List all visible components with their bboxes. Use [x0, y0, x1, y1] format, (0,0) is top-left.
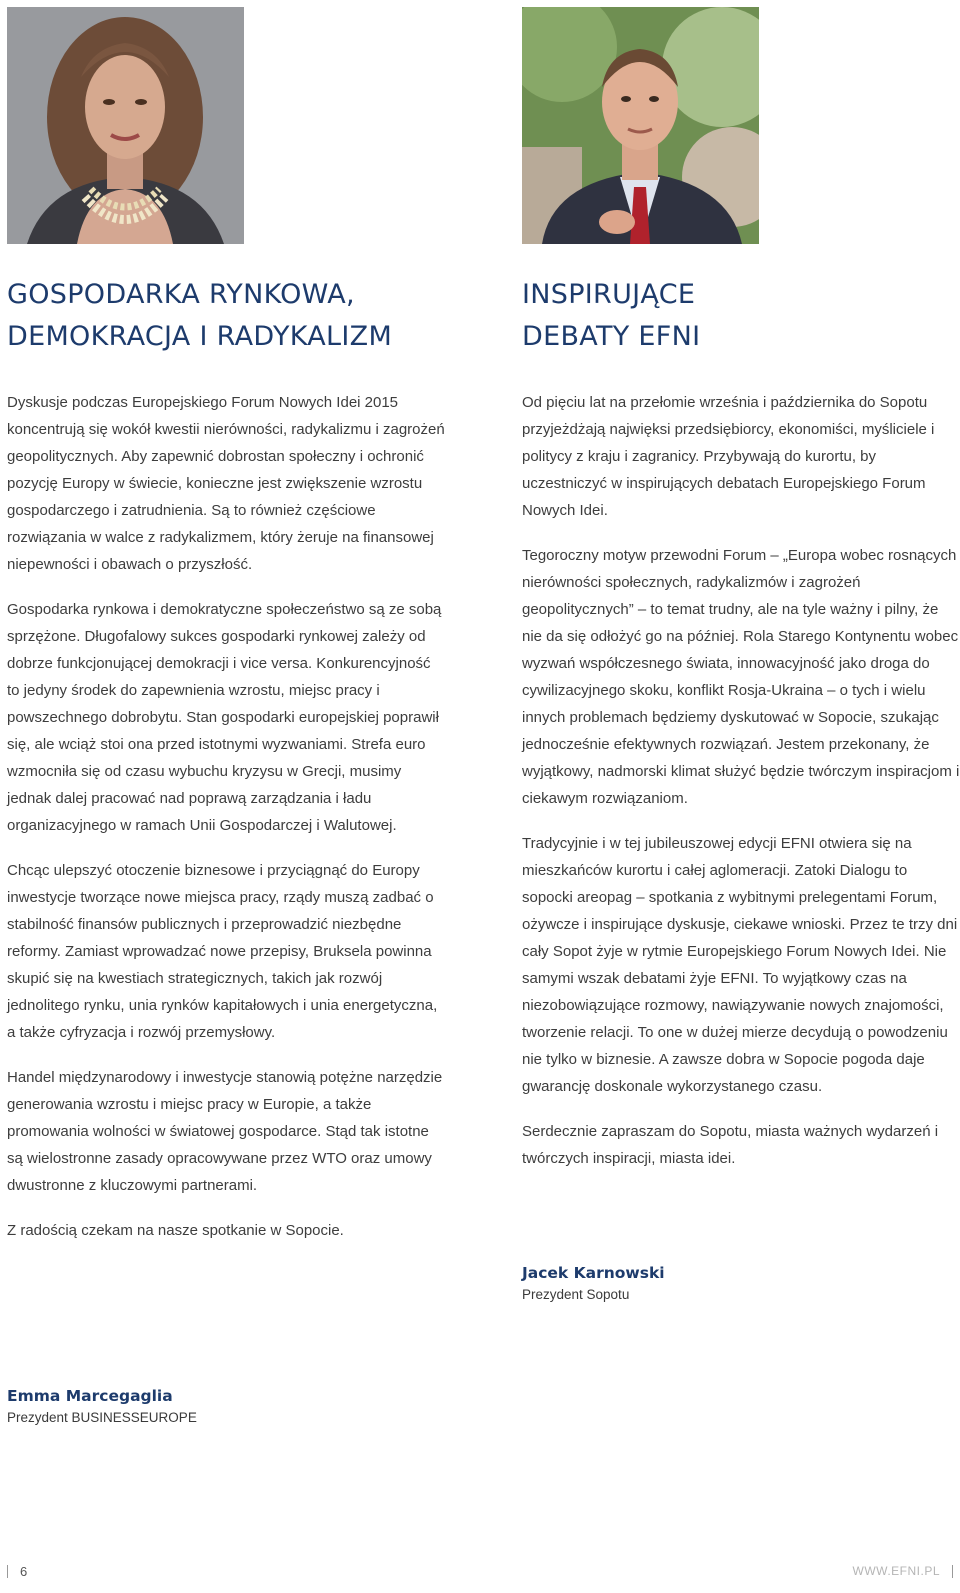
signature-name: Emma Marcegaglia [7, 1387, 173, 1405]
left-signature [7, 1385, 197, 1429]
divider [7, 1565, 8, 1578]
right-paragraph: Tegoroczny motyw przewodni Forum – „Europa wobec rosnących nierówności społecznych, radykalizmów i zagrożeń geopolitycznych” – to temat trudny, ale na tyle ważny i pilny, że nie da się odłożyć go na później. Rola Starego Kontynentu wobec wyzwań współczesnego świata, innowacyjność jako droga do cywilizacyjnego skoku, konflikt Rosja-Ukraina – o tych i wielu innych problemach będziemy dyskutować w Sopocie, szukając jednocześnie efektywnych rozwiązań. Jestem przekonany, że wyjątkowy, nadmorski klimat służyć będzie twórczym inspiracjom i ciekawym rozwiązaniom. [522, 547, 960, 807]
left-body [7, 389, 447, 1262]
left-heading-line-2: DEMOKRACJA I RADYKALIZM [7, 321, 393, 352]
left-paragraph: Dyskusje podczas Europejskiego Forum Nowych Idei 2015 koncentrują się wokół kwestii nierówności, radykalizmu i zagrożeń geopolitycznych. Aby zapewnić dobrostan społeczny i ochronić pozycję Europy w świecie, konieczne jest zwiększenie wzrostu gospodarczego i zatrudnienia. Są to również częściowe rozwiązania w walce z radykalizmem, który żeruje na finansowej niepewności i obawach o przyszłość. [7, 394, 445, 573]
right-paragraph: Od pięciu lat na przełomie września i października do Sopotu przyjeżdżają najwięksi przedsiębiorcy, ekonomiści, myśliciele i politycy z kraju i zagranicy. Przybywają do kurortu, by uczestniczyć w inspirujących debatach Europejskiego Forum Nowych Idei. [522, 394, 935, 519]
divider [952, 1565, 953, 1578]
left-heading [7, 274, 392, 358]
right-heading-line-2: DEBATY EFNI [522, 321, 701, 352]
page-footer-left [7, 1564, 27, 1579]
portrait-photo-left [7, 7, 244, 244]
left-paragraph: Handel międzynarodowy i inwestycje stanowią potężne narzędzie generowania wzrostu i miejsc pracy w Europie, a także promowania wolności w światowej gospodarce. Stąd tak istotne są wielostronne zasady opracowywane przez WTO oraz umowy dwustronne z kluczowymi partnerami. [7, 1069, 443, 1194]
left-heading-line-1: GOSPODARKA RYNKOWA, [7, 279, 355, 310]
portrait-photo-right [522, 7, 759, 244]
left-paragraph: Z radością czekam na nasze spotkanie w Sopocie. [7, 1222, 344, 1239]
right-signature [522, 1262, 665, 1306]
page-number: 6 [20, 1564, 28, 1579]
left-paragraph: Chcąc ulepszyć otoczenie biznesowe i przyciągnąć do Europy inwestycje tworzące nowe miejsca pracy, rządy muszą zadbać o stabilność finansów publicznych i przeprowadzić niezbędne reformy. Zamiast wprowadzać nowe przepisy, Bruksela powinna skupić się na kwestiach strategicznych, takich jak rozwój jednolitego rynku, unia rynków kapitałowych i unia energetyczna, a także cyfryzacja i rozwój przemysłowy. [7, 862, 438, 1041]
website-link[interactable]: WWW.EFNI.PL [852, 1564, 940, 1578]
right-paragraph: Serdecznie zapraszam do Sopotu, miasta ważnych wydarzeń i twórczych inspiracji, miasta idei. [522, 1123, 939, 1167]
right-paragraph: Tradycyjnie i w tej jubileuszowej edycji EFNI otwiera się na mieszkańców kurortu i całej aglomeracji. Zatoki Dialogu to sopocki areopag – spotkania z wybitnymi prelegentami Forum, ożywcze i inspirujące dyskusje, ciekawe wnioski. Przez te trzy dni cały Sopot żyje w rytmie Europejskiego Forum Nowych Idei. Nie samymi wszak debatami żyje EFNI. To wyjątkowy czas na niezobowiązujące rozmowy, nawiązywanie nowych znajomości, tworzenie relacji. To one w dużej mierze decydują o powodzeniu nie tylko w biznesie. A zawsze dobra w Sopocie pogoda daje gwarancję doskonale wykorzystanego czasu. [522, 835, 958, 1095]
right-heading-line-1: INSPIRUJĄCE [522, 279, 696, 310]
signature-title: Prezydent BUSINESSEUROPE [7, 1410, 197, 1425]
page-footer-right [853, 1564, 954, 1578]
right-body [522, 389, 960, 1190]
signature-name: Jacek Karnowski [522, 1264, 665, 1282]
left-paragraph: Gospodarka rynkowa i demokratyczne społeczeństwo są ze sobą sprzężone. Długofalowy sukces gospodarki rynkowej zależy od dobrze funkcjonującej demokracji i vice versa. Konkurencyjność to jedyny środek do zapewnienia wzrostu, miejsc pracy i powszechnego dobrobytu. Stan gospodarki europejskiej poprawił się, ale wciąż stoi ona przed istotnymi wyzwaniami. Strefa euro wzmocniła się od czasu wybuchu kryzysu w Grecji, musimy jednak dalej pracować nad poprawą zarządzania i ładu organizacyjnego w ramach Unii Gospodarczej i Walutowej. [7, 601, 442, 834]
right-heading [522, 274, 700, 358]
signature-title: Prezydent Sopotu [522, 1287, 630, 1302]
